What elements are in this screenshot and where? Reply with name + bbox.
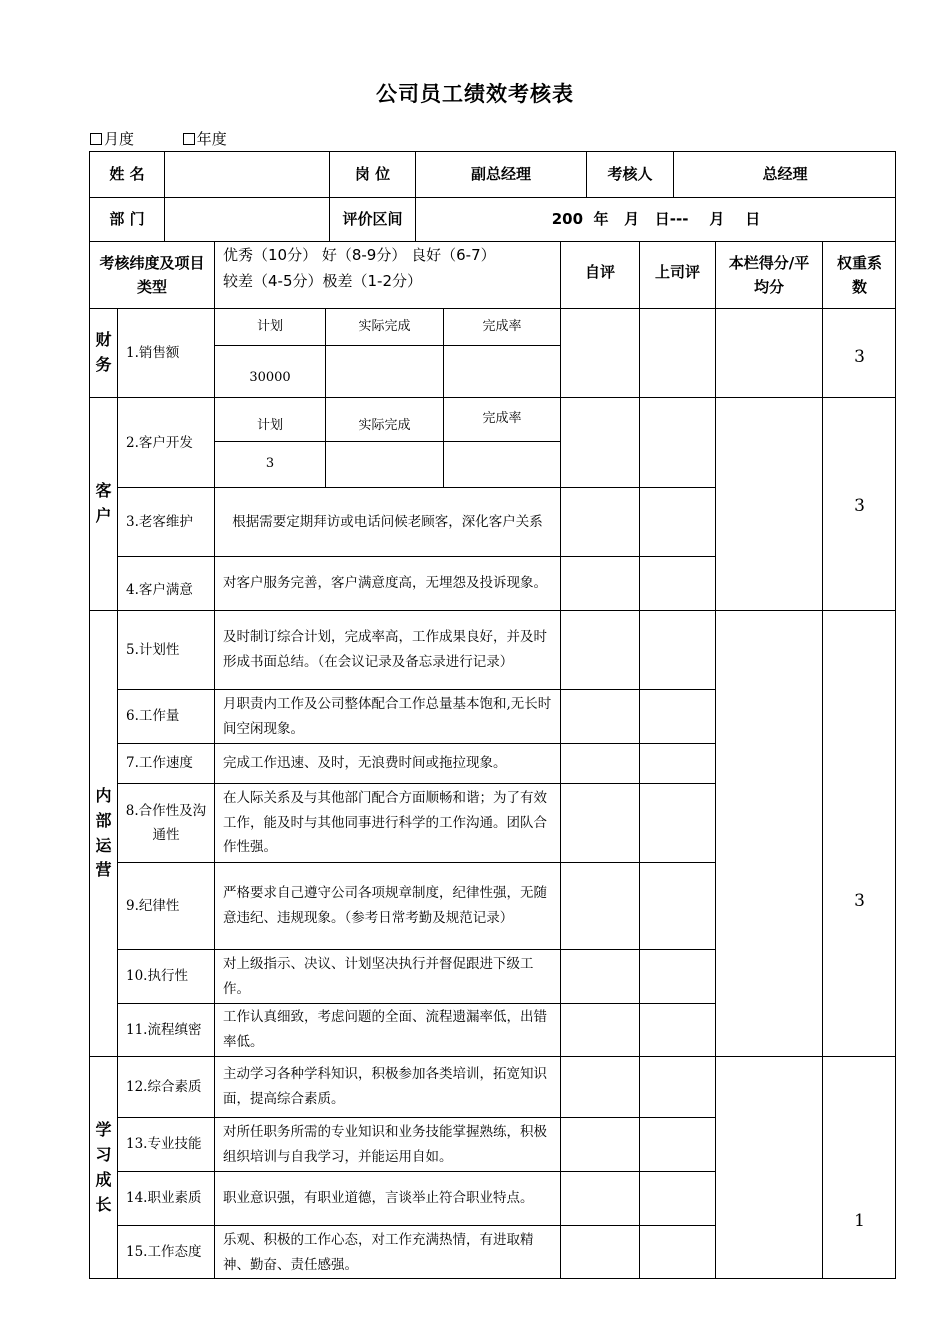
self-eval-cell[interactable]	[560, 487, 639, 556]
item-description: 职业意识强，有职业道德，言谈举止符合职业特点。	[214, 1171, 560, 1225]
self-eval-cell[interactable]	[560, 743, 639, 783]
actual-header: 实际完成	[325, 397, 443, 441]
monthly-option[interactable]: 月度	[90, 130, 134, 148]
rate-header: 完成率	[443, 397, 560, 441]
plan-header: 计划	[214, 308, 325, 345]
superior-eval-cell[interactable]	[639, 487, 715, 556]
superior-eval-cell[interactable]	[639, 1003, 715, 1056]
item-label: 13.专业技能	[117, 1117, 214, 1171]
checkbox-icon[interactable]	[183, 133, 195, 145]
section-finance: 财务	[89, 308, 117, 397]
self-eval-cell[interactable]	[560, 556, 639, 610]
form-title: 公司员工绩效考核表	[376, 82, 574, 106]
superior-eval-cell[interactable]	[639, 783, 715, 862]
grade-scale-line2: 较差（4-5分）极差（1-2分）	[223, 272, 423, 291]
self-eval-cell[interactable]	[560, 1003, 639, 1056]
superior-eval-cell[interactable]	[639, 556, 715, 610]
plan-value: 30000	[214, 345, 325, 397]
score-cell[interactable]	[715, 308, 822, 397]
yearly-option[interactable]: 年度	[183, 130, 227, 148]
self-eval-cell[interactable]	[560, 783, 639, 862]
superior-eval-cell[interactable]	[639, 949, 715, 1003]
item-label: 1.销售额	[117, 308, 214, 397]
item-description: 乐观、积极的工作心态，对工作充满热情，有进取精神、勤奋、责任感强。	[214, 1225, 560, 1279]
self-eval-cell[interactable]	[560, 308, 639, 397]
self-eval-cell[interactable]	[560, 610, 639, 689]
superior-eval-cell[interactable]	[639, 397, 715, 487]
item-label: 3.老客维护	[117, 487, 214, 556]
superior-eval-cell[interactable]	[639, 689, 715, 743]
item-label: 7.工作速度	[117, 743, 214, 783]
section-operations: 内部运营	[89, 610, 117, 1056]
self-eval-cell[interactable]	[560, 1225, 639, 1279]
superior-eval-cell[interactable]	[639, 862, 715, 949]
actual-header: 实际完成	[325, 308, 443, 345]
actual-value[interactable]	[325, 345, 443, 397]
item-label: 12.综合素质	[117, 1056, 214, 1117]
weight-value: 3	[822, 610, 896, 1056]
superior-eval-cell[interactable]	[639, 1056, 715, 1117]
period-options	[90, 128, 271, 149]
self-eval-cell[interactable]	[560, 1056, 639, 1117]
item-description: 对所任职务所需的专业知识和业务技能掌握熟练，积极组织培训与自我学习，并能运用自如。	[214, 1117, 560, 1171]
assessor-label: 考核人	[586, 151, 673, 197]
item-label: 11.流程缜密	[117, 1003, 214, 1056]
superior-eval-cell[interactable]	[639, 743, 715, 783]
grade-scale-line1: 优秀（10分） 好（8-9分） 良好（6-7）	[223, 246, 496, 264]
item-description: 在人际关系及与其他部门配合方面顺畅和谐；为了有效工作，能及时与其他同事进行科学的工作沟通。团队合作性强。	[214, 783, 560, 862]
item-label: 5.计划性	[117, 610, 214, 689]
score-header: 本栏得分/平均分	[715, 241, 822, 308]
self-eval-cell[interactable]	[560, 862, 639, 949]
superior-eval-cell[interactable]	[639, 610, 715, 689]
section-customer: 客户	[89, 397, 117, 610]
section-learning: 学习成长	[89, 1056, 117, 1279]
rate-header: 完成率	[443, 308, 560, 345]
self-eval-cell[interactable]	[560, 949, 639, 1003]
position-value: 副总经理	[415, 151, 586, 197]
dimension-header: 考核纬度及项目类型	[89, 241, 214, 308]
item-description: 及时制订综合计划，完成率高，工作成果良好，并及时形成书面总结。（在会议记录及备忘录进行记录）	[214, 610, 560, 689]
item-description: 严格要求自己遵守公司各项规章制度，纪律性强，无随意违纪、违规现象。（参考日常考勤及规范记录）	[214, 862, 560, 949]
item-description: 完成工作迅速、及时，无浪费时间或拖拉现象。	[214, 743, 560, 783]
superior-eval-cell[interactable]	[639, 1117, 715, 1171]
superior-eval-header: 上司评	[639, 241, 715, 308]
item-description: 月职责内工作及公司整体配合工作总量基本饱和,无长时间空闲现象。	[214, 689, 560, 743]
item-label: 6.工作量	[117, 689, 214, 743]
item-description: 对客户服务完善，客户满意度高，无埋怨及投诉现象。	[214, 556, 560, 610]
item-description: 根据需要定期拜访或电话问候老顾客，深化客户关系	[214, 487, 560, 556]
self-eval-header: 自评	[560, 241, 639, 308]
name-label: 姓 名	[89, 151, 164, 197]
grade-scale-header	[214, 241, 560, 308]
weight-header: 权重系数	[822, 241, 896, 308]
plan-value: 3	[214, 441, 325, 487]
weight-value: 1	[822, 1056, 896, 1279]
score-cell[interactable]	[715, 397, 822, 610]
item-description: 主动学习各种学科知识，积极参加各类培训，拓宽知识面，提高综合素质。	[214, 1056, 560, 1117]
interval-value[interactable]: 200 年 月 日--- 月 日	[415, 197, 896, 241]
position-label: 岗 位	[329, 151, 415, 197]
rate-value[interactable]	[443, 441, 560, 487]
checkbox-icon[interactable]	[90, 133, 102, 145]
superior-eval-cell[interactable]	[639, 1171, 715, 1225]
dept-label: 部 门	[89, 197, 164, 241]
self-eval-cell[interactable]	[560, 689, 639, 743]
superior-eval-cell[interactable]	[639, 1225, 715, 1279]
self-eval-cell[interactable]	[560, 1117, 639, 1171]
item-label: 4.客户满意	[117, 556, 214, 610]
weight-value: 3	[822, 397, 896, 610]
item-label: 10.执行性	[117, 949, 214, 1003]
item-description: 工作认真细致，考虑问题的全面、流程遗漏率低，出错率低。	[214, 1003, 560, 1056]
self-eval-cell[interactable]	[560, 1171, 639, 1225]
score-cell[interactable]	[715, 610, 822, 1056]
item-label: 8.合作性及沟通性	[117, 783, 214, 862]
weight-value: 3	[822, 308, 896, 397]
superior-eval-cell[interactable]	[639, 308, 715, 397]
item-label: 14.职业素质	[117, 1171, 214, 1225]
name-field[interactable]	[164, 151, 329, 197]
assessor-value: 总经理	[673, 151, 896, 197]
item-label: 9.纪律性	[117, 862, 214, 949]
rate-value[interactable]	[443, 345, 560, 397]
self-eval-cell[interactable]	[560, 397, 639, 487]
actual-value[interactable]	[325, 441, 443, 487]
item-label: 15.工作态度	[117, 1225, 214, 1279]
interval-label: 评价区间	[329, 197, 415, 241]
dept-field[interactable]	[164, 197, 329, 241]
item-label: 2.客户开发	[117, 397, 214, 487]
item-description: 对上级指示、决议、计划坚决执行并督促跟进下级工作。	[214, 949, 560, 1003]
plan-header: 计划	[214, 397, 325, 441]
score-cell[interactable]	[715, 1056, 822, 1279]
